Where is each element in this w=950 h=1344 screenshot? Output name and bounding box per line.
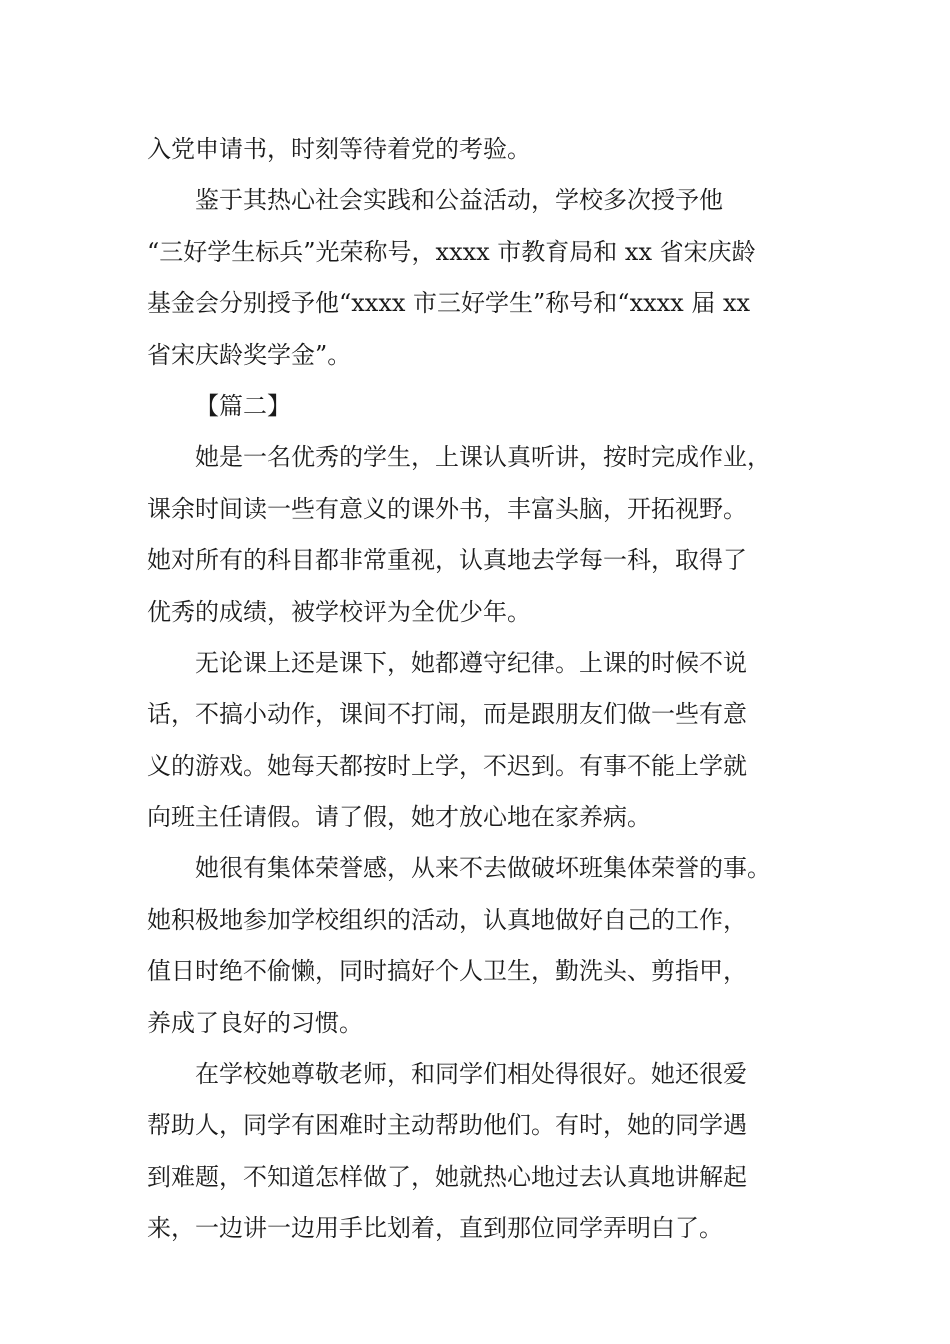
text-line: 来，一边讲一边用手比划着，直到那位同学弄明白了。	[147, 1214, 723, 1243]
document-body	[147, 124, 837, 1255]
text-line: 她积极地参加学校组织的活动，认真地做好自己的工作，	[147, 905, 747, 934]
paragraph-discipline	[147, 638, 837, 844]
text-line: 向班主任请假。请了假，她才放心地在家养病。	[147, 803, 651, 832]
paragraph-awards	[147, 175, 837, 381]
paragraph-continuation	[147, 124, 837, 175]
text-line: 基金会分别授予他“xxxx 市三好学生”称号和“xxxx 届 xx	[147, 289, 751, 318]
text-line: “三好学生标兵”光荣称号，xxxx 市教育局和 xx 省宋庆龄	[147, 237, 756, 266]
text-line: 她很有集体荣誉感，从来不去做破坏班集体荣誉的事。	[195, 854, 771, 883]
text-line: 课余时间读一些有意义的课外书，丰富头脑，开拓视野。	[147, 494, 747, 523]
text-line: 在学校她尊敬老师，和同学们相处得很好。她还很爱	[195, 1060, 747, 1089]
text-line: 义的游戏。她每天都按时上学，不迟到。有事不能上学就	[147, 751, 747, 780]
text-line: 话，不搞小动作，课间不打闹，而是跟朋友们做一些有意	[147, 700, 747, 729]
text-line: 优秀的成绩，被学校评为全优少年。	[147, 597, 531, 626]
paragraph-collective	[147, 843, 837, 1049]
text-line: 养成了良好的习惯。	[147, 1008, 363, 1037]
section-heading	[147, 381, 837, 432]
text-line: 鉴于其热心社会实践和公益活动，学校多次授予他	[195, 186, 723, 215]
paragraph-study	[147, 432, 837, 638]
text-line: 到难题，不知道怎样做了，她就热心地过去认真地讲解起	[147, 1162, 747, 1191]
text-line: 值日时绝不偷懒，同时搞好个人卫生，勤洗头、剪指甲，	[147, 957, 747, 986]
text-line: 入党申请书，时刻等待着党的考验。	[147, 135, 531, 163]
paragraph-helping	[147, 1049, 837, 1255]
text-line: 省宋庆龄奖学金”。	[147, 340, 352, 369]
text-line: 无论课上还是课下，她都遵守纪律。上课的时候不说	[195, 648, 747, 677]
text-line: 帮助人，同学有困难时主动帮助他们。有时，她的同学遇	[147, 1111, 747, 1140]
section-heading-text: 【篇二】	[195, 391, 291, 420]
text-line: 她是一名优秀的学生，上课认真听讲，按时完成作业，	[195, 443, 771, 472]
text-line: 她对所有的科目都非常重视，认真地去学每一科，取得了	[147, 546, 747, 575]
